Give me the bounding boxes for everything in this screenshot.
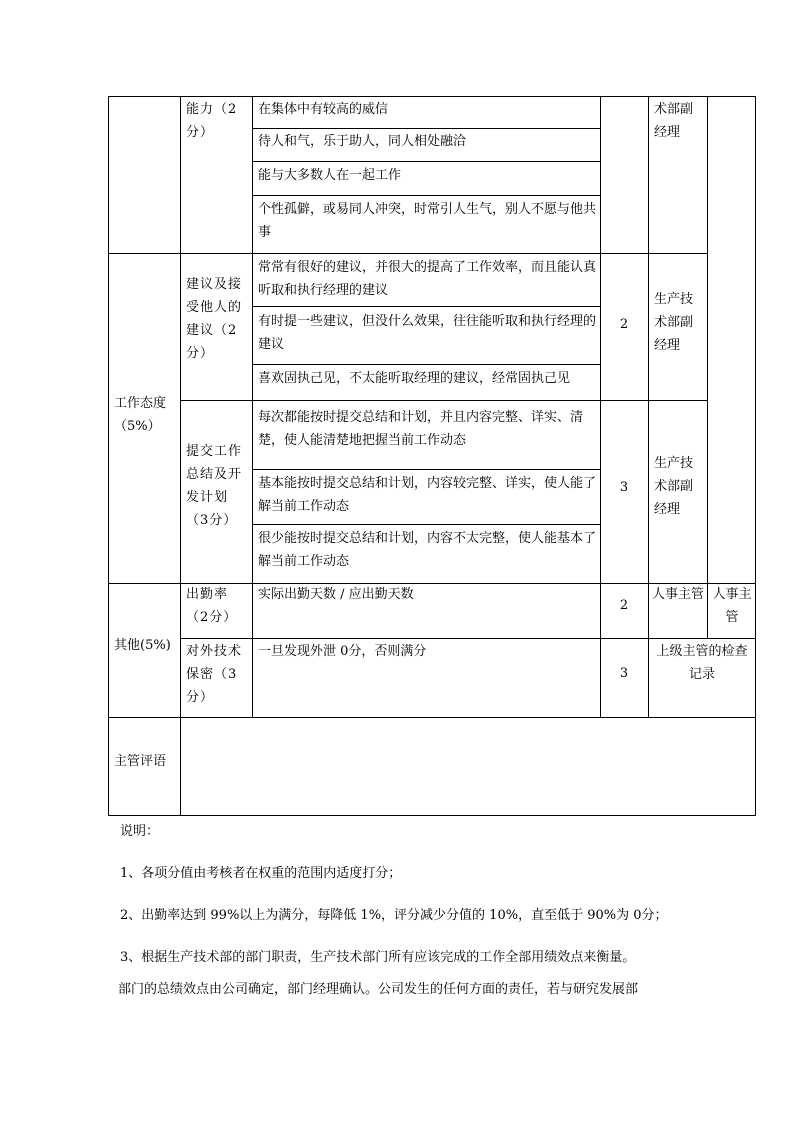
supervisor-comment-field[interactable] bbox=[181, 718, 755, 815]
note-item: 1、各项分值由考核者在权重的范围内适度打分； bbox=[120, 866, 402, 881]
criterion-attendance: 出勤率（2分） bbox=[186, 587, 238, 625]
assessor-work-summary: 生产技术部副经理 bbox=[654, 456, 694, 517]
table-border-right bbox=[755, 96, 756, 816]
assessor-confidentiality: 上级主管的检查记录 bbox=[656, 644, 748, 682]
column-divider bbox=[180, 96, 181, 816]
note-item: 2、出勤率达到 99%以上为满分，每降低 1%，评分减少分值的 10%，直至低于 90%为 0分； bbox=[120, 908, 668, 923]
row-divider bbox=[252, 469, 601, 470]
note-item: 3、根据生产技术部的部门职责，生产技术部门所有应该完成的工作全部用绩效点来衡量。 bbox=[120, 950, 636, 965]
criterion-work-summary: 提交工作总结及开发计划（3分） bbox=[186, 444, 243, 528]
record-attendance: 人事主管 bbox=[712, 587, 752, 625]
column-divider bbox=[648, 96, 649, 717]
option-suggestions-2: 有时提一些建议，但没什么效果，往往能听取和执行经理的建议 bbox=[258, 314, 597, 352]
option-suggestions-1: 常常有很好的建议，并很大的提高了工作效率，而且能认真听取和执行经理的建议 bbox=[258, 260, 597, 298]
row-divider bbox=[252, 364, 601, 365]
table-border-left bbox=[108, 96, 109, 816]
row-divider bbox=[252, 195, 601, 196]
category-others: 其他(5%) bbox=[114, 638, 171, 653]
option-ability-2: 待人和气，乐于助人，同人相处融洽 bbox=[258, 134, 467, 149]
assessor-attendance: 人事主管 bbox=[652, 587, 705, 602]
score-confidentiality: 3 bbox=[619, 666, 629, 681]
table-border-bottom bbox=[108, 815, 756, 816]
option-ability-4: 个性孤僻，或易同人冲突，时常引人生气，别人不愿与他共事 bbox=[258, 202, 597, 240]
score-attendance: 2 bbox=[619, 598, 629, 613]
supervisor-comment-label: 主管评语 bbox=[114, 754, 167, 769]
column-divider bbox=[707, 96, 708, 638]
row-divider bbox=[180, 638, 756, 639]
criterion-confidentiality: 对外技术保密（3分） bbox=[186, 644, 243, 705]
column-divider bbox=[600, 96, 601, 717]
row-divider bbox=[252, 128, 601, 129]
row-divider bbox=[252, 524, 601, 525]
option-work-summary-1: 每次都能按时提交总结和计划，并且内容完整、详实、清楚，使人能清楚地把握当前工作动态 bbox=[258, 410, 584, 448]
category-work-attitude: 工作态度（5%） bbox=[114, 396, 167, 434]
assessor-suggestions: 生产技术部副经理 bbox=[654, 292, 694, 353]
column-divider bbox=[252, 96, 253, 717]
score-suggestions: 2 bbox=[619, 317, 629, 332]
criterion-suggestions: 建议及接受他人的建议（2分） bbox=[186, 277, 243, 361]
option-work-summary-2: 基本能按时提交总结和计划，内容较完整、详实，使人能了解当前工作动态 bbox=[258, 476, 597, 514]
note-item: 部门的总绩效点由公司确定，部门经理确认。公司发生的任何方面的责任，若与研究发展部 bbox=[118, 982, 639, 997]
criterion-ability: 能力（2分） bbox=[186, 102, 238, 140]
row-divider bbox=[252, 161, 601, 162]
option-attendance: 实际出勤天数 / 应出勤天数 bbox=[258, 587, 414, 602]
notes-heading: 说明： bbox=[120, 824, 160, 839]
option-suggestions-3: 喜欢固执己见，不太能听取经理的建议，经常固执己见 bbox=[258, 371, 571, 386]
option-work-summary-3: 很少能按时提交总结和计划，内容不太完整，使人能基本了解当前工作动态 bbox=[258, 531, 597, 569]
section-divider bbox=[108, 253, 708, 254]
row-divider bbox=[252, 306, 601, 307]
row-divider bbox=[180, 400, 708, 401]
table-border-top bbox=[108, 96, 756, 97]
score-work-summary: 3 bbox=[619, 480, 629, 495]
option-confidentiality: 一旦发现外泄 0分，否则满分 bbox=[258, 644, 427, 659]
option-ability-1: 在集体中有较高的威信 bbox=[258, 102, 389, 117]
option-ability-3: 能与大多数人在一起工作 bbox=[258, 168, 402, 183]
assessor-ability: 术部副经理 bbox=[654, 102, 694, 140]
